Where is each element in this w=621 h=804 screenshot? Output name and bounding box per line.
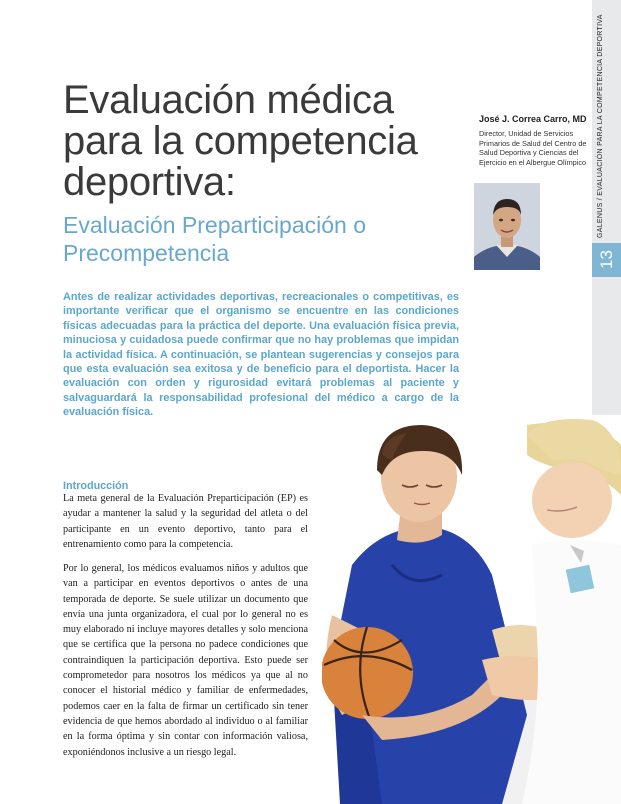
article-lead: Antes de realizar actividades deportivas, recreacionales o competitivas, es importante verificar que el organismo se encuentre en las condiciones físicas adecuadas para la práctica del deporte. Una evaluación física previa, minuciosa y cuidadosa puede confirmar que no hay problemas que impidan la actividad física. A continuación, se plantean sugerencias y consejos para que esta evaluación sea exitosa y de beneficio para el deportista. Hacer la evaluación con orden y rigurosidad evitará problemas al paciente y salvaguardará la responsabilidad profesional del médico a cargo de la evaluación física. — [63, 291, 459, 419]
author-photo — [474, 183, 540, 270]
running-header: GALENUS / EVALUACIÓN PARA LA COMPETENCIA DEPORTIVA — [597, 14, 604, 238]
article-subtitle: Evaluación Preparticipación o Precompetencia — [63, 212, 367, 266]
hero-photo — [322, 415, 621, 804]
author-name: José J. Correa Carro, MD — [479, 114, 587, 124]
page-number: 13 — [597, 250, 616, 270]
author-portrait-icon — [474, 183, 540, 270]
body-paragraph: La meta general de la Evaluación Preparticipación (EP) es ayudar a mantener la salud y la seguridad del atleta o del participante en un evento deportivo, tanto para el entrenamiento como para la competencia. — [63, 493, 308, 550]
author-role: Director, Unidad de Servicios Primarios de Salud del Centro de Salud Deportiva y Ciencias del Ejercicio en el Albergue Olímpico — [479, 129, 587, 167]
body-paragraph: Por lo general, los médicos evaluamos niños y adultos que van a participar en eventos deportivos o antes de una temporada de deporte. Se suele utilizar un documento que envía una junta organizadora, el cual por lo general no es muy elaborado ni incluye mayores detalles y solo menciona que se certifica que la persona no padece condiciones que contraindiquen la participación deportiva. Esto puede ser comprometedor para nosotros los médicos ya que al no conocer el historial médico y familiar de enfermedades, podemos caer en la falta de firmar un certificado sin tener evidencia de que hemos abordado al individuo o al familiar en la forma óptima y sin contar con información valiosa, exponiéndonos inclusive a un riesgo legal. — [63, 563, 308, 758]
section-heading: Introducción — [63, 480, 129, 492]
article-title: Evaluación médica para la competencia deportiva: — [63, 78, 418, 204]
athlete-exam-illustration-icon — [322, 415, 621, 804]
